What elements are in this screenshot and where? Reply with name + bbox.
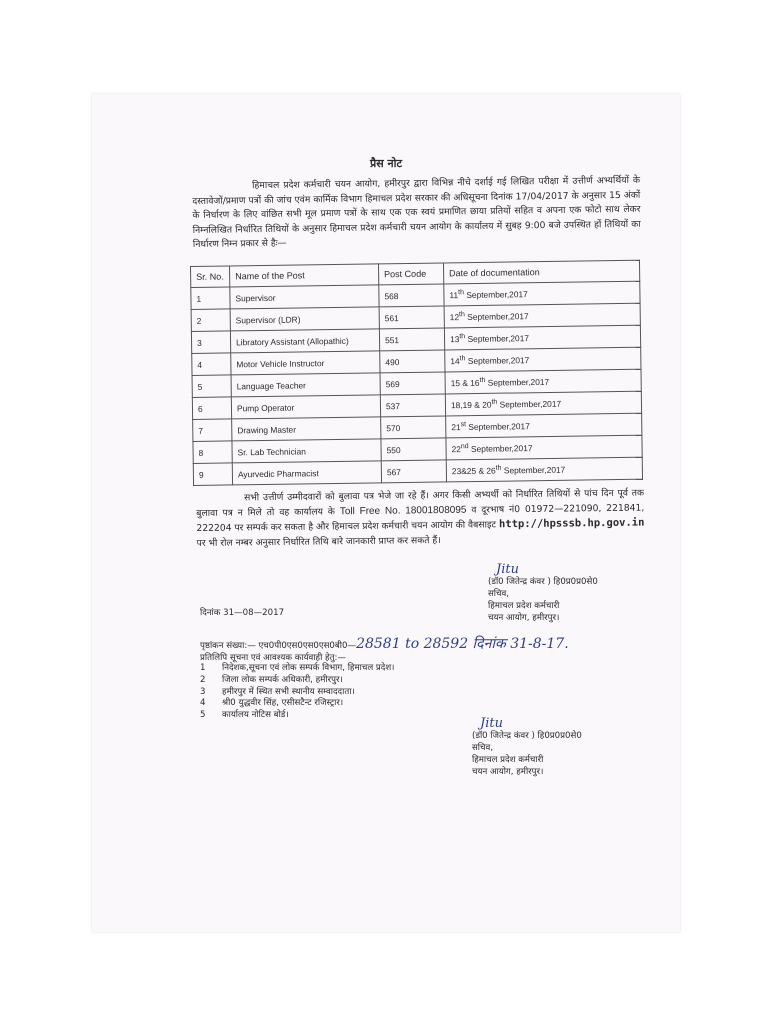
- cell-post-code: 567: [381, 460, 446, 483]
- item-text: कार्यालय नोटिस बोर्ड।: [222, 710, 289, 721]
- cell-date: [445, 391, 641, 416]
- signature-scribble: Jitu: [496, 562, 519, 577]
- item-number: 5: [200, 710, 206, 721]
- notice-text-1: सभी उत्तीर्ण उम्मीदवारों को बुलावा पत्र भेजे जा रहे हैं। अगर किसी अभ्यर्थी को निर्धारित तिथियों से पांच दिन पूर्व तक बुलावा पत्र न मिले तो वह कार्यालय के: [196, 487, 645, 519]
- list-item: [200, 710, 394, 722]
- cell-sr-no: 2: [191, 309, 230, 332]
- document-page: [92, 94, 680, 932]
- cell-post-code: 537: [380, 394, 445, 417]
- date-suffix: nd: [460, 443, 469, 451]
- notice-text-3: पर भी रोल नम्बर अनुसार निर्धारित तिथि बारे जानकारी प्राप्त कर सकते हैं।: [196, 534, 441, 549]
- cell-sr-no: 1: [191, 287, 230, 310]
- item-number: 1: [200, 663, 206, 673]
- cell-date: [446, 435, 642, 460]
- date-suffix: th: [459, 355, 466, 363]
- cell-post-name: Language Teacher: [231, 373, 380, 397]
- endorsement-handwritten: 28581 to 28592 दिनांक 31-8-17.: [356, 636, 569, 652]
- notice-text-2: व दूरभाष नं0 01972—221090, 221841, 222204 पर सम्पर्क कर सकता है और हिमाचल प्रदेश कर्मचारी चयन आयोग की वैबसाइट: [196, 502, 645, 534]
- cell-date: [445, 369, 641, 394]
- date-month-year: September,2017: [465, 421, 530, 433]
- date-suffix: th: [458, 289, 464, 297]
- document-date: दिनांक 31—08—2017: [200, 608, 285, 618]
- cell-date: [445, 347, 641, 372]
- date-suffix: th: [479, 376, 486, 385]
- date-month-year: September,2017: [468, 443, 533, 455]
- header-post-code: Post Code: [378, 263, 443, 285]
- cell-post-name: Libratory Assistant (Allopathic): [230, 329, 379, 353]
- signatory-designation: सचिव,: [472, 743, 494, 753]
- signatory-name: (डॉ0 जितेन्द्र कंवर ) हि0प्र0प्र0से0: [488, 577, 598, 587]
- list-item: [200, 687, 394, 699]
- date-month-year: September,2017: [464, 311, 529, 323]
- cell-sr-no: 9: [193, 463, 232, 486]
- header-sr-no: Sr. No.: [191, 266, 230, 288]
- item-text: निदेशक,सूचना एवं लोक सम्पर्क विभाग, हिमाचल प्रदेश।: [222, 663, 395, 673]
- cell-post-name: Ayurvedic Pharmacist: [232, 461, 381, 485]
- signature-block-2: [472, 718, 582, 778]
- date-suffix: th: [491, 398, 498, 406]
- item-number: 3: [200, 686, 206, 697]
- recipient-list: [200, 663, 394, 722]
- cell-post-code: 551: [379, 328, 444, 351]
- date-suffix: th: [459, 333, 466, 341]
- list-item: [200, 663, 394, 675]
- cell-sr-no: 8: [193, 441, 232, 464]
- date-day: 12: [449, 312, 460, 323]
- date-day: 11: [449, 290, 459, 301]
- intro-paragraph: [192, 174, 641, 253]
- cell-date: [446, 413, 642, 438]
- signatory-designation: सचिव,: [488, 589, 510, 599]
- date-day: 22: [451, 444, 461, 455]
- endorsement-number: पृष्ठांकन संख्या:— एच0पी0एस0एस0एस0बी0—: [200, 641, 357, 651]
- intro-text: हिमाचल प्रदेश कर्मचारी चयन आयोग, हमीरपुर द्वारा विभिन्न नीचे दर्शाई गई लिखित परीक्षा में उत्तीर्ण अभ्यर्थियों के दस्तावेजों/प्रमाण पत्रों की जांच एवंम कार्मिक विभाग हिमाचल प्रदेश सरकार की अधिसूचना दिनांक 17/04/2017 के अनुसार 15 अंकों के निर्धारण के लिए वांछित सभी मूल प्रमाण पत्रों के साथ एक एक स्वयं प्रमाणित छाया प्रतियों सहित व अपना एक फोटो साथ लेकर निम्नलिखित निर्धारित तिथियों के अनुसार हिमाचल प्रदेश कर्मचारी चयन आयोग के कार्यालय में सुबह 9:00 बजे उपस्थित हों तिथियों का निर्धारण निम्न प्रकार से हैः—: [192, 174, 641, 250]
- list-item: [200, 698, 394, 710]
- toll-free-number: Toll Free No. 18001808095: [339, 504, 467, 517]
- cell-sr-no: 3: [191, 331, 230, 354]
- cell-sr-no: 6: [192, 397, 231, 420]
- cell-post-name: Drawing Master: [232, 417, 381, 441]
- signatory-location: चयन आयोग, हमीरपुर।: [472, 767, 544, 777]
- page-title: प्रैस नोट: [369, 157, 403, 170]
- date-day: 21: [451, 422, 461, 433]
- cell-date: [446, 457, 642, 482]
- cell-post-code: 570: [381, 416, 446, 439]
- signature-scribble: Jitu: [480, 716, 503, 731]
- date-day: 15 & 16: [450, 377, 480, 389]
- copy-to-line: प्रतिलिपि सूचना एवं आवश्यक कार्यवाही हेतु:—: [200, 653, 346, 663]
- cell-post-name: Motor Vehicle Instructor: [231, 351, 380, 375]
- signatory-location: चयन आयोग, हमीरपुर।: [488, 613, 560, 623]
- cell-post-code: 569: [380, 372, 445, 395]
- list-item: [200, 675, 394, 687]
- endorsement-line: [200, 638, 600, 652]
- item-number: 2: [200, 674, 206, 685]
- signature-block-1: [488, 564, 598, 624]
- date-month-year: September,2017: [465, 333, 530, 345]
- item-text: जिला लोक सम्पर्क अधिकारी, हमीरपुर।: [222, 674, 343, 685]
- signatory-office: हिमाचल प्रदेश कर्मचारी: [488, 601, 560, 611]
- notice-paragraph: [196, 487, 645, 551]
- date-day: 18,19 & 20: [450, 399, 492, 411]
- signatory-name: (डॉ0 जितेन्द्र कंवर ) हि0प्र0प्र0से0: [472, 731, 582, 741]
- item-text: हमीरपुर में स्थित सभी स्थानीय सम्वाददाता।: [222, 686, 355, 697]
- endorsement-block: [200, 638, 600, 664]
- date-day: 13: [449, 334, 460, 345]
- cell-sr-no: 4: [192, 353, 231, 376]
- date-day: 14: [450, 356, 460, 367]
- header-post-name: Name of the Post: [230, 264, 379, 287]
- cell-sr-no: 5: [192, 375, 231, 398]
- date-month-year: September,2017: [463, 289, 528, 301]
- date-month-year: September,2017: [465, 355, 530, 367]
- cell-post-name: Supervisor: [230, 285, 379, 309]
- cell-post-code: 550: [381, 438, 446, 461]
- cell-date: [444, 303, 640, 328]
- cell-post-name: Supervisor (LDR): [230, 307, 379, 331]
- date-month-year: September,2017: [497, 398, 562, 410]
- date-day: 23&25 & 26: [451, 465, 496, 477]
- cell-post-name: Pump Operator: [231, 395, 380, 419]
- item-text: श्री0 युद्धवीर सिंह, एसीसटैन्ट रजिस्ट्रार।: [222, 698, 344, 709]
- signatory-office: हिमाचल प्रदेश कर्मचारी: [472, 755, 544, 765]
- date-month-year: September,2017: [485, 376, 550, 388]
- cell-date: [444, 325, 640, 350]
- cell-post-code: 568: [379, 284, 444, 307]
- header-date: Date of documentation: [443, 260, 639, 284]
- date-suffix: th: [458, 311, 465, 319]
- date-month-year: September,2017: [501, 464, 566, 476]
- documentation-schedule-table: [190, 260, 643, 486]
- date-suffix: th: [495, 464, 502, 472]
- cell-post-code: 561: [379, 306, 444, 329]
- cell-post-code: 490: [380, 350, 445, 373]
- cell-date: [444, 281, 640, 306]
- cell-sr-no: 7: [193, 419, 232, 442]
- date-suffix: st: [460, 421, 467, 429]
- item-number: 4: [200, 698, 206, 709]
- website-url: http://hpsssb.hp.gov.in: [498, 516, 645, 531]
- cell-post-name: Sr. Lab Technician: [232, 439, 381, 463]
